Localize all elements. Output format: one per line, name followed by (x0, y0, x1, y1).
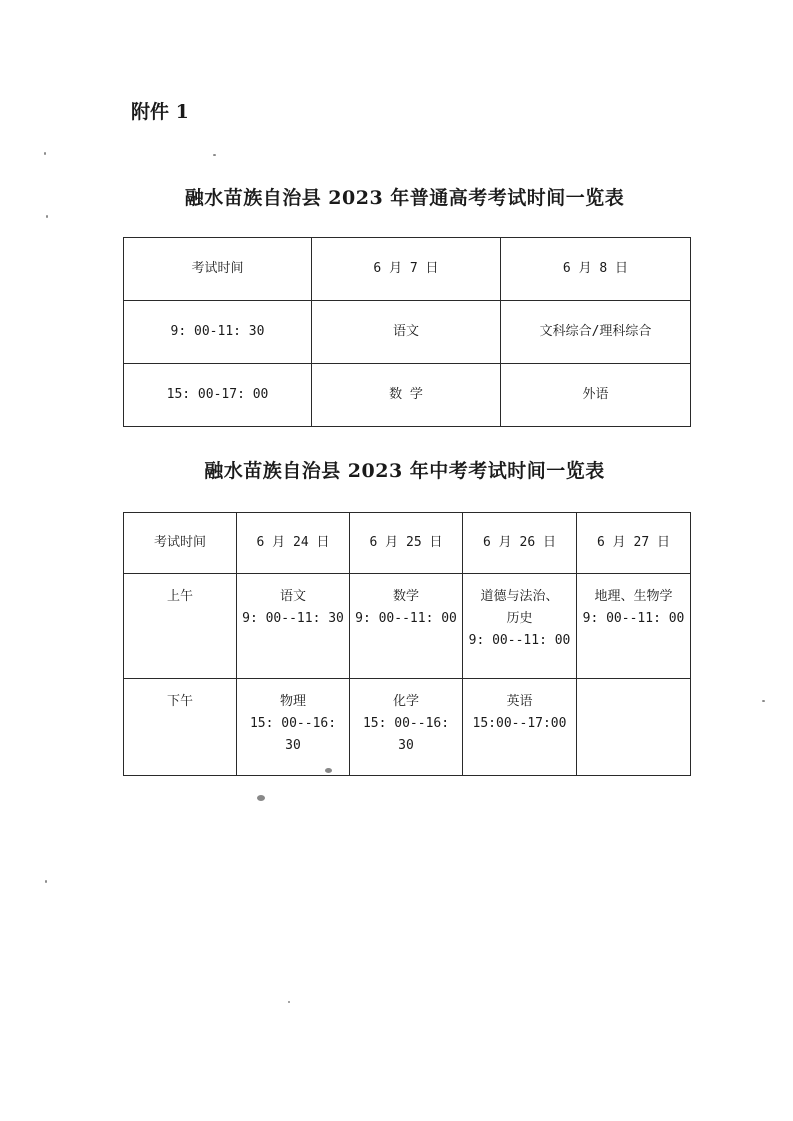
scan-speck (46, 215, 48, 218)
table-header-row (124, 513, 691, 574)
subject-text: 语文 (279, 589, 306, 604)
scan-speck (325, 768, 332, 773)
time-cell: 15: 00-17: 00 (124, 364, 312, 427)
table-row-afternoon (124, 679, 691, 776)
exam-cell (237, 574, 350, 679)
session-label: 上午 (124, 574, 237, 679)
subject-cell: 语文 (312, 301, 501, 364)
gaokao-title: 融水苗族自治县 2023 年普通高考考试时间一览表 (184, 187, 625, 209)
header-cell-date: 6 月 24 日 (237, 513, 350, 574)
header-cell-date: 6 月 8 日 (501, 238, 691, 301)
exam-cell (577, 574, 691, 679)
subject-text: 道德与法治、 (480, 589, 559, 604)
scan-speck (44, 152, 46, 155)
table-header-row (124, 238, 691, 301)
time-text: 30 (285, 738, 301, 753)
header-cell-date: 6 月 7 日 (312, 238, 501, 301)
time-text: 9: 00--11: 00 (355, 611, 457, 626)
time-text: 9: 00--11: 00 (468, 633, 571, 648)
exam-cell (350, 679, 463, 776)
time-text: 15: 00--16: (249, 716, 337, 731)
exam-cell (463, 574, 577, 679)
scan-speck (288, 1001, 290, 1003)
subject-text: 地理、生物学 (594, 589, 673, 604)
table-row-morning (124, 574, 691, 679)
header-cell-exam-time: 考试时间 (124, 238, 312, 301)
time-text: 9: 00--11: 30 (242, 611, 344, 626)
subject-cell: 外语 (501, 364, 691, 427)
scan-speck (762, 700, 765, 702)
attachment-label: 附件 1 (131, 101, 189, 123)
header-cell-date: 6 月 25 日 (350, 513, 463, 574)
time-text: 15:00--17:00 (472, 716, 567, 731)
table-row (124, 364, 691, 427)
zhongkao-schedule-table (123, 512, 691, 776)
scan-speck (45, 880, 47, 883)
subject-text: 数学 (392, 589, 419, 604)
zhongkao-title: 融水苗族自治县 2023 年中考考试时间一览表 (204, 460, 605, 482)
subject-cell: 文科综合/理科综合 (501, 301, 691, 364)
exam-cell (237, 679, 350, 776)
header-cell-date: 6 月 27 日 (577, 513, 691, 574)
subject-text: 历史 (506, 611, 533, 626)
subject-text: 英语 (506, 694, 533, 709)
exam-cell (463, 679, 577, 776)
header-cell-date: 6 月 26 日 (463, 513, 577, 574)
subject-cell: 数 学 (312, 364, 501, 427)
time-cell: 9: 00-11: 30 (124, 301, 312, 364)
time-text: 30 (398, 738, 414, 753)
exam-cell (350, 574, 463, 679)
subject-text: 化学 (392, 694, 419, 709)
session-label: 下午 (124, 679, 237, 776)
subject-text: 物理 (279, 694, 306, 709)
table-row (124, 301, 691, 364)
time-text: 9: 00--11: 00 (582, 611, 685, 626)
header-cell-exam-time: 考试时间 (124, 513, 237, 574)
scan-speck (213, 154, 216, 156)
gaokao-schedule-table (123, 237, 691, 427)
empty-cell (577, 679, 691, 776)
scan-speck (257, 795, 265, 801)
time-text: 15: 00--16: (362, 716, 450, 731)
